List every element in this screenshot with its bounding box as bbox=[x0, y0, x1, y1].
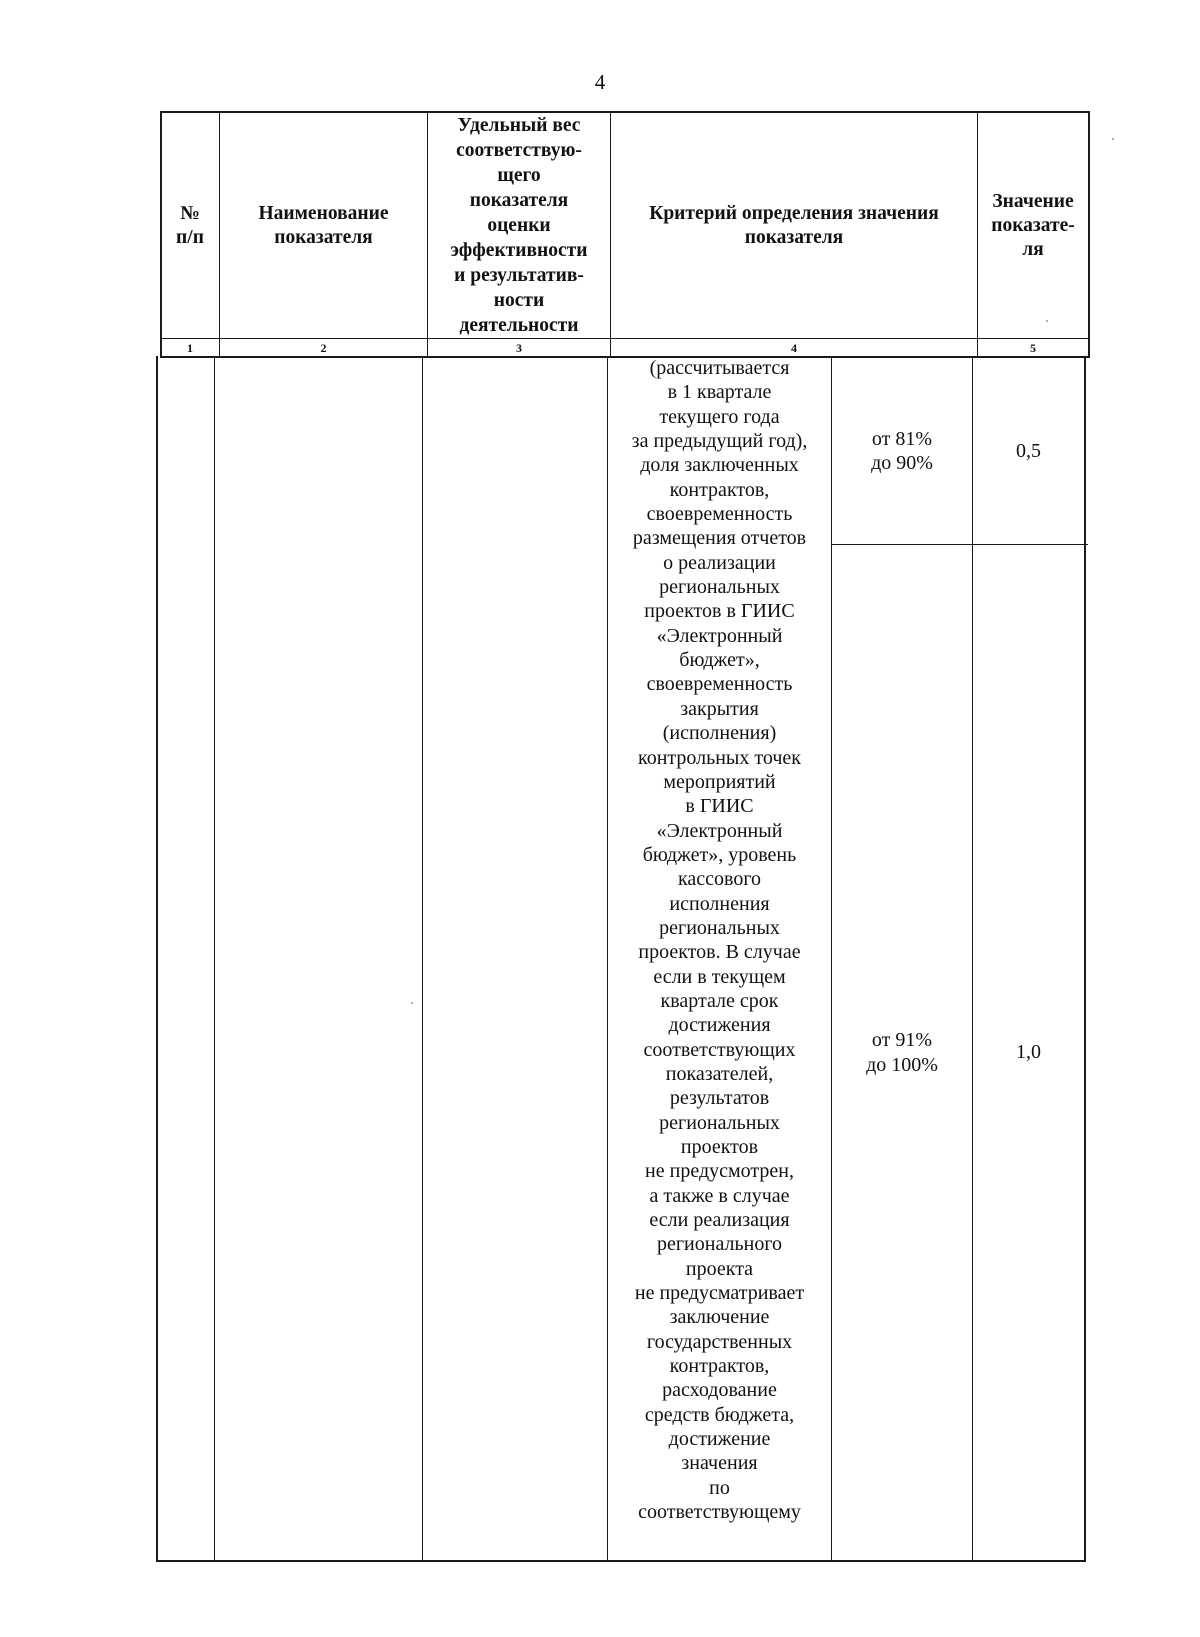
page-number: 4 bbox=[594, 70, 606, 94]
criterion-text-line: расходование bbox=[662, 1379, 777, 1402]
criterion-text-line: соответствующих bbox=[643, 1038, 796, 1061]
criterion-text-line: проектов в ГИИС bbox=[644, 600, 795, 623]
scan-speck bbox=[1046, 320, 1048, 322]
header-col-number-line: № bbox=[180, 202, 200, 224]
criterion-text-line: (исполнения) bbox=[662, 722, 777, 745]
header-col-number bbox=[161, 113, 219, 338]
criterion-text-line: государственных bbox=[646, 1330, 793, 1353]
criterion-text-line: в ГИИС bbox=[685, 795, 754, 818]
criterion-text-line: мероприятий bbox=[663, 770, 776, 793]
header-col-weight-line: Удельный вес bbox=[457, 115, 581, 136]
header-col-criterion-line: Критерий определения значения bbox=[649, 202, 939, 224]
criterion-text-line: исполнения bbox=[669, 892, 770, 915]
header-col-criterion-line: показателя bbox=[744, 226, 844, 248]
table-left-border-lower bbox=[156, 356, 158, 1562]
scan-speck bbox=[411, 1002, 413, 1004]
header-col-criterion bbox=[611, 113, 977, 338]
criterion-text-line: бюджет», уровень bbox=[642, 843, 797, 866]
criterion-text-line: региональных bbox=[659, 1111, 780, 1134]
criterion-text-line: своевременность bbox=[646, 503, 793, 526]
header-col-weight-line: оценки bbox=[487, 215, 551, 236]
header-col-value-line: Значение bbox=[992, 190, 1074, 212]
column-number-3: 3 bbox=[516, 340, 522, 355]
criterion-text-line: текущего года bbox=[659, 405, 780, 428]
criterion-text-line: заключение bbox=[669, 1306, 770, 1329]
col-divider-1-lower bbox=[214, 356, 215, 1562]
criterion-text-line: размещения отчетов bbox=[632, 527, 807, 550]
header-col-number-line: п/п bbox=[176, 226, 204, 248]
range-to-row-1: до 90% bbox=[871, 452, 933, 474]
criterion-text-line: проекта bbox=[685, 1257, 754, 1280]
value-cell-row-2: 1,0 bbox=[1016, 1041, 1041, 1064]
header-col-value-line: ля bbox=[1022, 238, 1044, 260]
header-col-weight-line: ности bbox=[493, 290, 545, 311]
criterion-text-line: средств бюджета, bbox=[644, 1403, 795, 1426]
header-col-name-line: показателя bbox=[274, 226, 373, 248]
header-col-weight-line: деятельности bbox=[459, 315, 579, 336]
col-divider-2-lower bbox=[422, 356, 423, 1562]
criterion-text-line: достижения bbox=[668, 1014, 771, 1037]
criterion-text-line: квартале срок bbox=[660, 989, 779, 1012]
criterion-text-line: показателей, bbox=[665, 1062, 774, 1085]
header-col-weight-line: и результатив- bbox=[454, 265, 584, 286]
criterion-text-line: достижение bbox=[668, 1428, 771, 1451]
criterion-text-line: если реализация bbox=[649, 1209, 790, 1232]
header-col-value bbox=[978, 113, 1088, 338]
criterion-text-line: в 1 квартале bbox=[667, 381, 772, 404]
criterion-text-line: проектов bbox=[680, 1136, 759, 1158]
criterion-text-line: не предусматривает bbox=[634, 1282, 805, 1305]
criterion-text-line: за предыдущий год), bbox=[631, 430, 808, 453]
criterion-text-line: (рассчитывается bbox=[649, 357, 790, 379]
criterion-text-line: значения bbox=[681, 1452, 758, 1475]
header-col-weight-line: соответствую- bbox=[456, 140, 582, 161]
header-col-name-line: Наименование bbox=[258, 202, 389, 224]
criterion-text-line: не предусмотрен, bbox=[645, 1160, 794, 1183]
criterion-text-line: а также в случае bbox=[649, 1184, 790, 1207]
criterion-text-cell bbox=[608, 356, 831, 1560]
range-to-row-2: до 100% bbox=[866, 1053, 938, 1076]
range-from-row-1: от 81% bbox=[871, 427, 933, 450]
criterion-text-line: бюджет», bbox=[679, 649, 760, 672]
criterion-text-line: о реализации bbox=[663, 551, 776, 574]
table-bottom-border bbox=[156, 1560, 1085, 1562]
criterion-text-line: региональных bbox=[659, 916, 780, 939]
header-col-weight bbox=[428, 113, 610, 338]
criterion-text-line: своевременность bbox=[646, 673, 793, 696]
column-number-2: 2 bbox=[320, 340, 327, 355]
range-from-row-2: от 91% bbox=[871, 1029, 933, 1052]
header-col-weight-line: щего bbox=[497, 165, 541, 186]
criterion-text-line: закрытия bbox=[680, 697, 759, 720]
criterion-text-line: результатов bbox=[669, 1087, 770, 1110]
header-col-weight-line: эффективности bbox=[450, 240, 588, 261]
criterion-text-line: региональных bbox=[659, 576, 780, 599]
criterion-text-line: соответствующему bbox=[638, 1501, 801, 1524]
table-right-border-lower bbox=[1084, 356, 1086, 1562]
header-col-weight-line: показателя bbox=[469, 190, 569, 211]
column-number-5: 5 bbox=[1030, 340, 1036, 355]
criterion-text-line: по bbox=[709, 1476, 730, 1499]
header-col-value-line: показате- bbox=[991, 214, 1075, 236]
criterion-text-line: регионального bbox=[656, 1233, 783, 1256]
range-cell-row-2 bbox=[832, 545, 972, 1560]
criterion-text-line: контрактов, bbox=[669, 1355, 770, 1378]
criterion-text-line: контрольных точек bbox=[638, 746, 801, 769]
criterion-text bbox=[632, 356, 808, 1525]
column-number-1: 1 bbox=[187, 340, 193, 355]
criterion-text-line: «Электронный bbox=[656, 624, 783, 647]
criterion-text-line: «Электронный bbox=[656, 819, 783, 842]
table-right-border bbox=[1088, 111, 1090, 358]
criterion-text-line: проектов. В случае bbox=[638, 941, 801, 964]
column-number-4: 4 bbox=[791, 340, 797, 355]
value-cell-row-1: 0,5 bbox=[1016, 439, 1041, 462]
criterion-text-line: если в текущем bbox=[653, 965, 786, 988]
criterion-text-line: доля заключенных bbox=[640, 454, 799, 477]
criterion-text-line: кассового bbox=[677, 868, 762, 891]
scan-speck bbox=[1112, 138, 1114, 140]
header-col-name bbox=[220, 113, 427, 338]
criterion-text-line: контрактов, bbox=[669, 478, 770, 501]
range-cell-row-1 bbox=[832, 358, 972, 544]
